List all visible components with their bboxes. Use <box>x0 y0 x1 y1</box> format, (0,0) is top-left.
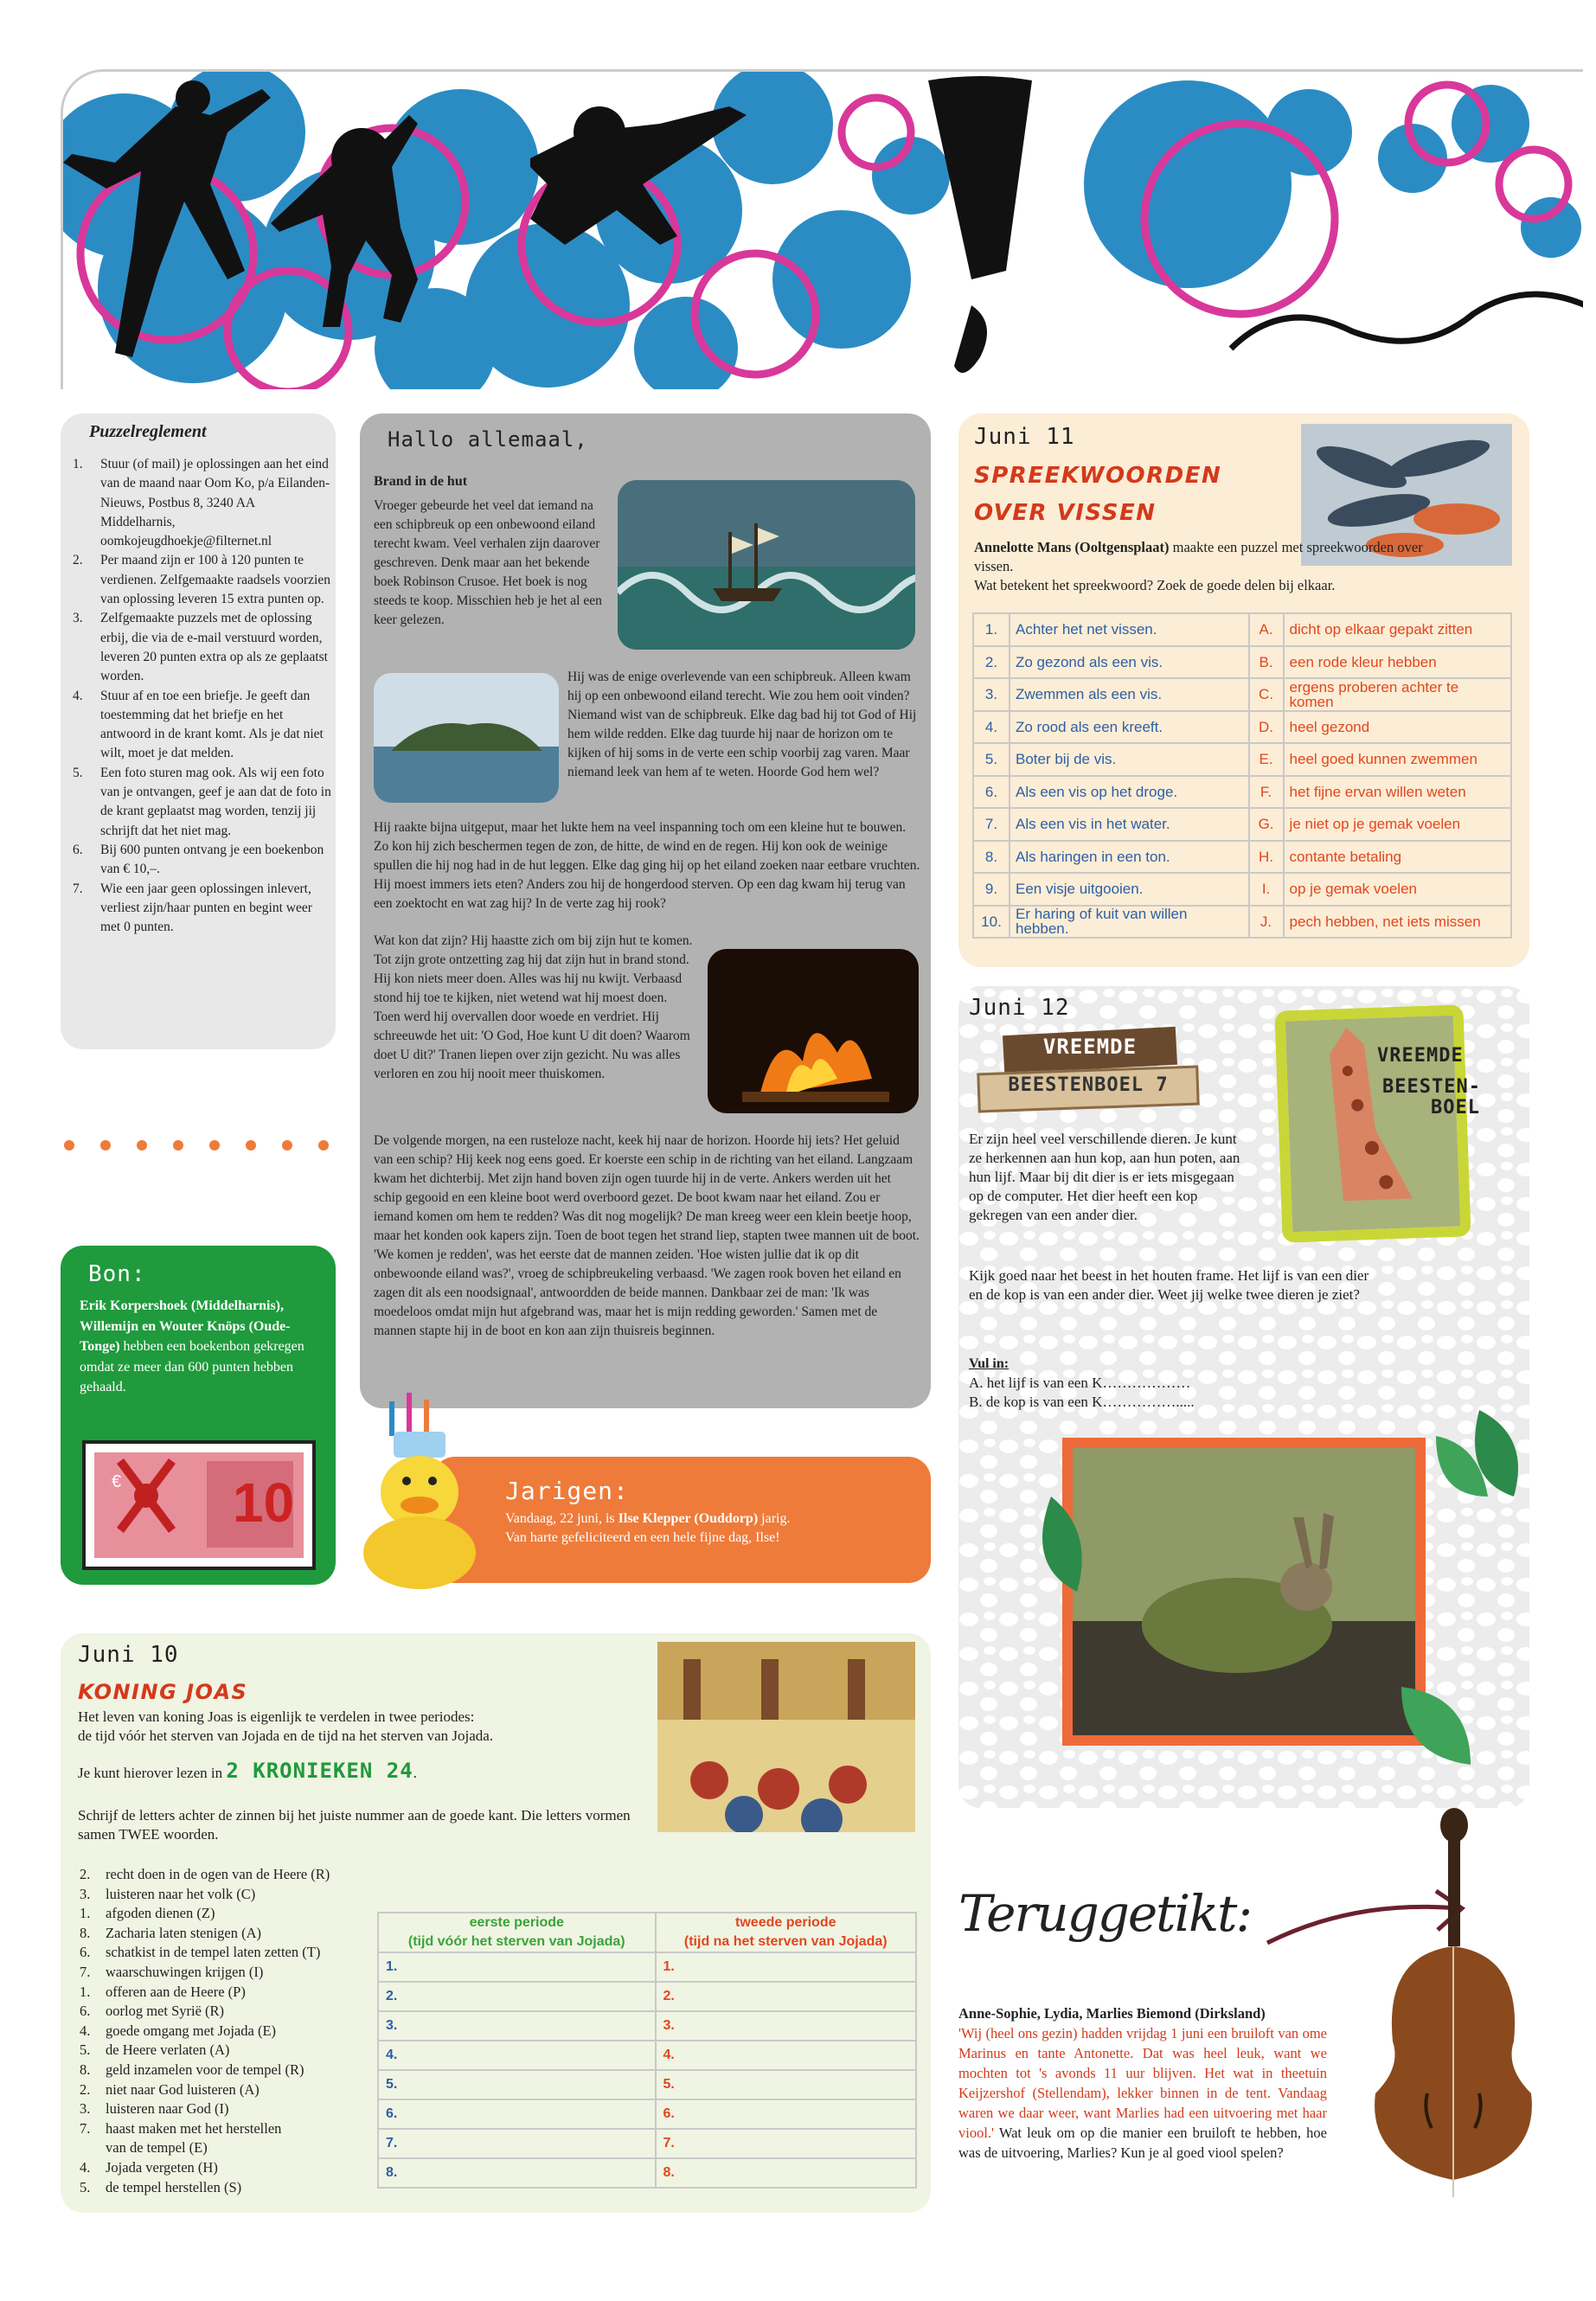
puzzel-rules <box>62 455 332 937</box>
animal-frame <box>1062 1438 1426 1746</box>
bon-rest: hebben een boekenbon gekregen omdat ze meer dan 600 punten hebben gehaald. <box>80 1339 304 1394</box>
rule-number: 5. <box>73 765 83 780</box>
table-row <box>973 906 1511 939</box>
row-number: 2. <box>973 646 1010 679</box>
teruggetikt-text <box>958 2003 1327 2163</box>
list-item <box>80 2099 391 2119</box>
letter-cell: A. <box>1249 613 1284 646</box>
periodes-table <box>377 1912 917 2189</box>
rule-number: 2. <box>73 553 83 568</box>
table-row <box>378 1982 916 2011</box>
hallo-title: Hallo allemaal, <box>388 427 588 452</box>
row-number: 4. <box>973 711 1010 744</box>
list-item <box>80 2041 391 2061</box>
item-number: 8. <box>80 1924 91 1941</box>
list-item <box>80 2061 391 2080</box>
violin-image <box>1367 1808 1540 2214</box>
column-header-title: eerste periode <box>469 1915 564 1930</box>
hallo-p1: Vroeger gebeurde het veel dat iemand na een schipbreuk op een onbewoond eiland terecht kwam. Veel verhalen zijn daarover geschreven. Denk maar aan het bekende boek Robinson Crusoe. Het boek is nog steeds te koop. Misschien heb je het al een keer gelezen. <box>374 498 602 627</box>
item-number: 1. <box>80 1983 91 2000</box>
puzzel-rule <box>62 455 332 551</box>
table-row <box>378 1952 916 1982</box>
letter-cell: D. <box>1249 711 1284 744</box>
betekenis-cell: het fijne ervan willen weten <box>1284 776 1511 809</box>
teruggetikt-title: Teruggetikt: <box>958 1884 1252 1943</box>
eerste-periode-cell[interactable]: 6. <box>378 2099 656 2129</box>
item-text: niet naar God luisteren (A) <box>106 2080 260 2098</box>
spreekwoord-cell: Achter het net vissen. <box>1010 613 1249 646</box>
item-text: de Heere verlaten (A) <box>106 2041 230 2059</box>
island-image <box>374 673 559 803</box>
eerste-periode-cell[interactable]: 4. <box>378 2041 656 2070</box>
item-text: waarschuwingen krijgen (I) <box>106 1963 264 1980</box>
letter-cell: J. <box>1249 906 1284 939</box>
jarigen-text <box>505 1509 912 1548</box>
header-illustration <box>63 72 1583 389</box>
item-number: 8. <box>80 2061 91 2078</box>
item-number: 7. <box>80 2119 91 2137</box>
item-number: 4. <box>80 2022 91 2039</box>
sign2-text: BEESTENBOEL 7 <box>1008 1074 1169 1096</box>
rule-text: Een foto sturen mag ook. Als wij een foto van je ontvangen, geef je aan dat de foto in de krant geplaatst mag worden, tenzij jij schrijft dat het niet mag. <box>100 765 331 838</box>
item-text: oorlog met Syrië (R) <box>106 2003 225 2020</box>
juni10-read <box>78 1761 417 1783</box>
list-item <box>80 1904 391 1924</box>
spreekwoord-cell: Zo rood als een kreeft. <box>1010 711 1249 744</box>
item-number: 6. <box>80 2003 91 2020</box>
column-header-title: tweede periode <box>735 1915 836 1930</box>
rule-number: 7. <box>73 881 83 896</box>
table-row <box>378 2158 916 2188</box>
letter-cell: I. <box>1249 873 1284 906</box>
header-banner <box>61 69 1583 389</box>
ship-image <box>618 480 915 650</box>
juni12-vul: Vul in: <box>969 1356 1010 1371</box>
juni11-intro2: Wat betekent het spreekwoord? Zoek de goede delen bij elkaar. <box>974 577 1336 593</box>
item-number: 5. <box>80 2041 91 2059</box>
juni12-a: A. het lijf is van een K……………… <box>969 1375 1191 1391</box>
juni11-intro-name: Annelotte Mans (Ooltgensplaat) <box>974 539 1170 555</box>
betekenis-cell: dicht op elkaar gepakt zitten <box>1284 613 1511 646</box>
item-text: Jojada vergeten (H) <box>106 2158 218 2176</box>
juni10-date: Juni 10 <box>78 1642 179 1668</box>
column-header-subtitle: (tijd vóór het sterven van Jojada) <box>407 1934 625 1949</box>
eerste-periode-cell[interactable]: 3. <box>378 2011 656 2041</box>
bon-title: Bon: <box>88 1261 146 1287</box>
dot-divider <box>61 1138 346 1156</box>
juni12-p1: Er zijn heel veel verschillende dieren. Je kunt ze herkennen aan hun kop, aan hun poten, aan hun lijf. Maar bij dit dier is er iets misgegaan op de computer. Het dier heeft een kop gekregen van een ander dier. <box>969 1131 1240 1223</box>
letter-cell: G. <box>1249 808 1284 841</box>
rule-text: Stuur (of mail) je oplossingen aan het eind van de maand naar Oom Ko, p/a Eilanden-Nieuws, Postbus 8, 3240 AA Middelharnis, oomkojeugdhoekje@filternet.nl <box>100 457 330 549</box>
row-number: 9. <box>973 873 1010 906</box>
table-row <box>378 2129 916 2158</box>
juni10-p3: Schrijf de letters achter de zinnen bij het juiste nummer aan de goede kant. Die letters vormen samen TWEE woorden. <box>78 1807 631 1843</box>
item-text: schatkist in de tempel laten zetten (T) <box>106 1944 321 1961</box>
row-number: 5. <box>973 743 1010 776</box>
spreekwoord-cell: Als haringen in een ton. <box>1010 841 1249 874</box>
item-text: recht doen in de ogen van de Heere (R) <box>106 1866 330 1882</box>
spreekwoord-cell: Als een vis in het water. <box>1010 808 1249 841</box>
spreekwoord-cell: Boter bij de vis. <box>1010 743 1249 776</box>
hallo-subtitle: Brand in de hut <box>374 474 468 489</box>
tweede-periode-cell[interactable]: 4. <box>656 2041 916 2070</box>
rule-text: Zelfgemaakte puzzels met de oplossing erbij, die via de e-mail verstuurd worden, leveren 20 punten extra op als ze geplaatst worden. <box>100 611 328 684</box>
table-row <box>973 646 1511 679</box>
list-item <box>80 1943 391 1963</box>
row-number: 1. <box>973 613 1010 646</box>
item-text: de tempel herstellen (S) <box>106 2178 242 2195</box>
row-number: 7. <box>973 808 1010 841</box>
sign1-text: VREEMDE <box>1042 1035 1138 1059</box>
leaf-left <box>1008 1488 1094 1600</box>
spreekwoord-cell: Zwemmen als een vis. <box>1010 678 1249 711</box>
table-row <box>973 743 1511 776</box>
list-item <box>80 2158 391 2178</box>
duck-image <box>355 1384 484 1592</box>
table-row <box>378 2099 916 2129</box>
list-item <box>80 2138 391 2158</box>
list-item <box>80 2002 391 2022</box>
letter-cell: F. <box>1249 776 1284 809</box>
teruggetikt-names: Anne-Sophie, Lydia, Marlies Biemond (Dirksland) <box>958 2005 1266 2022</box>
item-text: goede omgang met Jojada (E) <box>106 2022 277 2039</box>
tweede-periode-cell[interactable]: 1. <box>656 1952 916 1982</box>
letter-cell: H. <box>1249 841 1284 874</box>
item-text: geld inzamelen voor de tempel (R) <box>106 2061 304 2078</box>
hallo-p2: Hij was de enige overlevende van een schipbreuk. Alleen kwam hij op een onbewoond eiland terecht. Wie zou hem ooit vinden? Niemand wist van de schipbreuk. Elke dag bad hij tot God of Hij hem wilde redden. Elke dag tuurde hij naar de horizon om te kijken of hij soms in de verte een schip voorbij zag varen. Maar niemand leek van hem af te weten. Hoorde God hem wel? <box>567 670 917 779</box>
jarigen-name: Ilse Klepper (Ouddorp) <box>618 1511 759 1526</box>
puzzel-rule <box>62 609 332 686</box>
hallo-p5: De volgende morgen, na een rusteloze nacht, keek hij naar de horizon. Hoorde hij iets? Het geluid van een schip? Hij keek nog eens goed. Er koerste een schip in de richting van het eiland. Langzaam kwam het dichterbij. Met zijn hand boven zijn ogen tuurde hij in de verte. Ankers werden uit het schip gegooid en een kleine boot werd overboord gezet. De boot kwam naar het eiland. Zou er iemand komen om hem te redden? Was dit nog mogelijk? De man kreeg weer een klein beetje hoop, maar het konden ook kapers zijn. Toen de boot tegen het strand liep, stapten twee mannen uit de boot. 'We komen je redden', was het eerste dat de mannen zeiden. 'Hoe wisten jullie dat ik op dit onbewoonde eiland was?', vroeg de schipbreukeling verbaasd. 'We zagen rook boven het eiland en zagen dit als een noodsignaal', antwoordden de beide mannen. Dankbaar zei de man: 'Ik was moedeloos omdat mijn hut afgebrand was, maar het is mijn redding geworden.' Samen met de mannen stapte hij in de boot en kon aan zijn thuisreis beginnen. <box>374 1133 920 1338</box>
rule-number: 4. <box>73 688 83 703</box>
betekenis-cell: op je gemak voelen <box>1284 873 1511 906</box>
frame-text-1: VREEMDE <box>1377 1045 1464 1067</box>
item-text: luisteren naar God (I) <box>106 2100 229 2118</box>
item-text: offeren aan de Heere (P) <box>106 1983 246 2000</box>
bible-image <box>657 1642 915 1832</box>
juni11-intro-rest: maakte een puzzel met spreekwoorden over vissen. <box>974 539 1423 574</box>
eerste-periode-cell[interactable]: 2. <box>378 1982 656 2011</box>
list-item <box>80 1865 391 1885</box>
eerste-periode-cell[interactable]: 1. <box>378 1952 656 1982</box>
tweede-periode-cell[interactable]: 5. <box>656 2070 916 2099</box>
table-row <box>973 711 1511 744</box>
item-number: 6. <box>80 1944 91 1961</box>
fire-image <box>708 949 919 1113</box>
juni10-read-ref: 2 KRONIEKEN 24 <box>226 1759 413 1783</box>
list-item <box>80 1963 391 1983</box>
list-item <box>80 2080 391 2100</box>
item-text: haast maken met het herstellen <box>106 2119 282 2137</box>
juni10-title: KONING JOAS <box>78 1680 248 1704</box>
tweede-periode-cell[interactable]: 3. <box>656 2011 916 2041</box>
juni11-title2: OVER VISSEN <box>974 500 1157 526</box>
rule-text: Wie een jaar geen oplossingen inlevert, verliest zijn/haar punten en begint weer met 0 punten. <box>100 881 312 935</box>
item-text: van de tempel (E) <box>106 2139 208 2157</box>
row-number: 3. <box>973 678 1010 711</box>
leaf-top <box>1427 1401 1531 1514</box>
item-number: 3. <box>80 1885 91 1902</box>
item-number: 7. <box>80 1963 91 1980</box>
bon-text <box>80 1296 304 1398</box>
item-number: 3. <box>80 2100 91 2118</box>
rule-text: Per maand zijn er 100 à 120 punten te verdienen. Zelfgemaakte raadsels voorzien van oplossing leveren 15 extra punten op. <box>100 553 330 607</box>
list-item <box>80 2022 391 2041</box>
betekenis-cell: heel gezond <box>1284 711 1511 744</box>
letter-cell: E. <box>1249 743 1284 776</box>
puzzel-rule <box>62 551 332 609</box>
table-row <box>973 776 1511 809</box>
letter-cell: C. <box>1249 678 1284 711</box>
list-item <box>80 1924 391 1944</box>
list-item <box>80 1983 391 2003</box>
item-text: luisteren naar het volk (C) <box>106 1885 256 1902</box>
betekenis-cell: contante betaling <box>1284 841 1511 874</box>
list-item <box>80 1885 391 1905</box>
leaf-bottom <box>1384 1670 1488 1773</box>
item-text: afgoden dienen (Z) <box>106 1905 215 1922</box>
item-number: 2. <box>80 2080 91 2098</box>
tweede-periode-cell[interactable]: 8. <box>656 2158 916 2188</box>
spreekwoord-cell: Als een vis op het droge. <box>1010 776 1249 809</box>
joas-list <box>80 1865 391 2197</box>
hallo-p3: Hij raakte bijna uitgeput, maar het lukte hem na veel inspanning toch om een kleine hut te bouwen. Zo kon hij zich beschermen tegen de zon, de hitte, de wind en de regen. Hij kon ook de weinige spullen die hij nog had in de hut leggen. Elke dag ging hij op het eiland zoeken naar eetbare vruchten. Hij moest immers iets eten? Anders zou hij de hongerdood sterven. Op een dag kwam hij terug van een zoektocht en wat zag hij? In de verte zag hij rook? <box>374 820 920 911</box>
table-row <box>973 613 1511 646</box>
puzzel-rule <box>62 687 332 764</box>
puzzel-title: Puzzelreglement <box>89 422 207 441</box>
rule-text: Stuur af en toe een briefje. Je geeft dan toestemming dat het briefje en het antwoord in de krant komt. Als je dat niet wilt, moet je dat melden. <box>100 688 324 761</box>
row-number: 6. <box>973 776 1010 809</box>
table-row <box>973 841 1511 874</box>
table-row <box>973 873 1511 906</box>
eerste-periode-cell[interactable]: 5. <box>378 2070 656 2099</box>
table-row <box>378 2011 916 2041</box>
spreekwoorden-table <box>972 612 1512 939</box>
rule-text: Bij 600 punten ontvang je een boekenbon van € 10,–. <box>100 842 324 877</box>
hallo-p4: Wat kon dat zijn? Hij haastte zich om bij zijn hut te komen. Tot zijn grote ontzetting zag hij dat zijn hut in brand stond. Hij kon niets meer doen. Alles was hij nu kwijt. Verbaasd stond hij toe te kijken, niet wetend wat hij moest doen. Toen werd hij overvallen door woede en verdriet. Hij schreeuwde het uit: 'O God, Hoe kunt U dit doen? Waarom doet U dit?' Tranen liepen over zijn gezicht. Nu was alles verloren en zou hij nooit meer thuiskomen. <box>374 933 693 1081</box>
juni10-p2: de tijd vóór het sterven van Jojada en de tijd na het sterven van Jojada. <box>78 1727 494 1744</box>
teruggetikt-red: 'Wij (heel ons gezin) hadden vrijdag 1 juni een bruiloft van ome Marinus en tante Antonette. Dat was heel leuk, want we mochten tot 's avonds 11 uur blijven. Het wat in theetuin Keijzershof (Stellendam), lekker binnen in de tent. Vandaag waren we daar weer, want Marlies had een uitvoering met haar viool.' <box>958 2025 1327 2141</box>
juni12-date: Juni 12 <box>969 995 1070 1021</box>
row-number: 8. <box>973 841 1010 874</box>
letter-cell: B. <box>1249 646 1284 679</box>
eerste-periode-cell[interactable]: 8. <box>378 2158 656 2188</box>
row-number: 10. <box>973 906 1010 939</box>
juni10-p1: Het leven van koning Joas is eigenlijk te verdelen in twee periodes: <box>78 1708 475 1725</box>
jarigen-pre: Vandaag, 22 juni, is <box>505 1511 619 1526</box>
betekenis-cell: ergens proberen achter te komen <box>1284 678 1511 711</box>
item-number: 5. <box>80 2178 91 2195</box>
rule-number: 6. <box>73 842 83 857</box>
item-number: 2. <box>80 1866 91 1882</box>
column-header <box>656 1913 916 1952</box>
spreekwoord-cell: Een visje uitgooien. <box>1010 873 1249 906</box>
item-number: 1. <box>80 1905 91 1922</box>
rule-number: 1. <box>73 457 83 471</box>
frame-text-2: BEESTEN- <box>1382 1076 1481 1098</box>
bon-names: Erik Korpershoek (Middelharnis), Willemijn en Wouter Knöps (Oude-Tonge) <box>80 1298 291 1354</box>
juni11-intro <box>974 538 1424 595</box>
betekenis-cell: je niet op je gemak voelen <box>1284 808 1511 841</box>
tweede-periode-cell[interactable]: 2. <box>656 1982 916 2011</box>
juni11-title1: SPREEKWOORDEN <box>974 463 1222 489</box>
item-number: 4. <box>80 2158 91 2176</box>
jarigen-post: jarig. <box>758 1511 791 1526</box>
puzzel-rule <box>62 764 332 841</box>
betekenis-cell: heel goed kunnen zwemmen <box>1284 743 1511 776</box>
eerste-periode-cell[interactable]: 7. <box>378 2129 656 2158</box>
juni12-b: B. de kop is van een K……………..... <box>969 1394 1195 1410</box>
puzzel-rule <box>62 841 332 880</box>
table-row <box>378 2041 916 2070</box>
jarigen-line2: Van harte gefeliciteerd en een hele fijne dag, Ilse! <box>505 1530 780 1545</box>
spreekwoord-cell: Er haring of kuit van willen hebben. <box>1010 906 1249 939</box>
juni12-p2: Kijk goed naar het beest in het houten frame. Het lijf is van een dier en de kop is van een ander dier. Weet jij welke twee dieren je ziet? <box>969 1267 1369 1303</box>
list-item <box>80 2178 391 2198</box>
column-header <box>378 1913 656 1952</box>
rule-number: 3. <box>73 611 83 626</box>
betekenis-cell: pech hebben, net iets missen <box>1284 906 1511 939</box>
juni10-read-post: . <box>413 1765 417 1781</box>
table-row <box>378 2070 916 2099</box>
betekenis-cell: een rode kleur hebben <box>1284 646 1511 679</box>
svg-text:10: 10 <box>233 1471 295 1534</box>
tweede-periode-cell[interactable]: 6. <box>656 2099 916 2129</box>
jarigen-title: Jarigen: <box>505 1477 629 1505</box>
spreekwoord-cell: Zo gezond als een vis. <box>1010 646 1249 679</box>
table-header-row <box>378 1913 916 1952</box>
frame-text-3: BOEL <box>1431 1097 1480 1118</box>
tweede-periode-cell[interactable]: 7. <box>656 2129 916 2158</box>
giraffe-frame <box>1274 1004 1471 1242</box>
item-text: Zacharia laten stenigen (A) <box>106 1924 262 1941</box>
svg-text:€: € <box>112 1472 122 1491</box>
teruggetikt-black: Wat leuk om op die manier een bruiloft te hebben, hoe was de uitvoering, Marlies? Kun je al goed viool spelen? <box>958 2125 1327 2161</box>
table-row <box>973 678 1511 711</box>
list-item <box>80 2119 391 2139</box>
table-row <box>973 808 1511 841</box>
juni11-date: Juni 11 <box>974 424 1075 450</box>
banknote-image <box>82 1440 316 1570</box>
juni10-read-pre: Je kunt hierover lezen in <box>78 1765 227 1781</box>
puzzel-rule <box>62 880 332 938</box>
column-header-subtitle: (tijd na het sterven van Jojada) <box>683 1934 888 1949</box>
